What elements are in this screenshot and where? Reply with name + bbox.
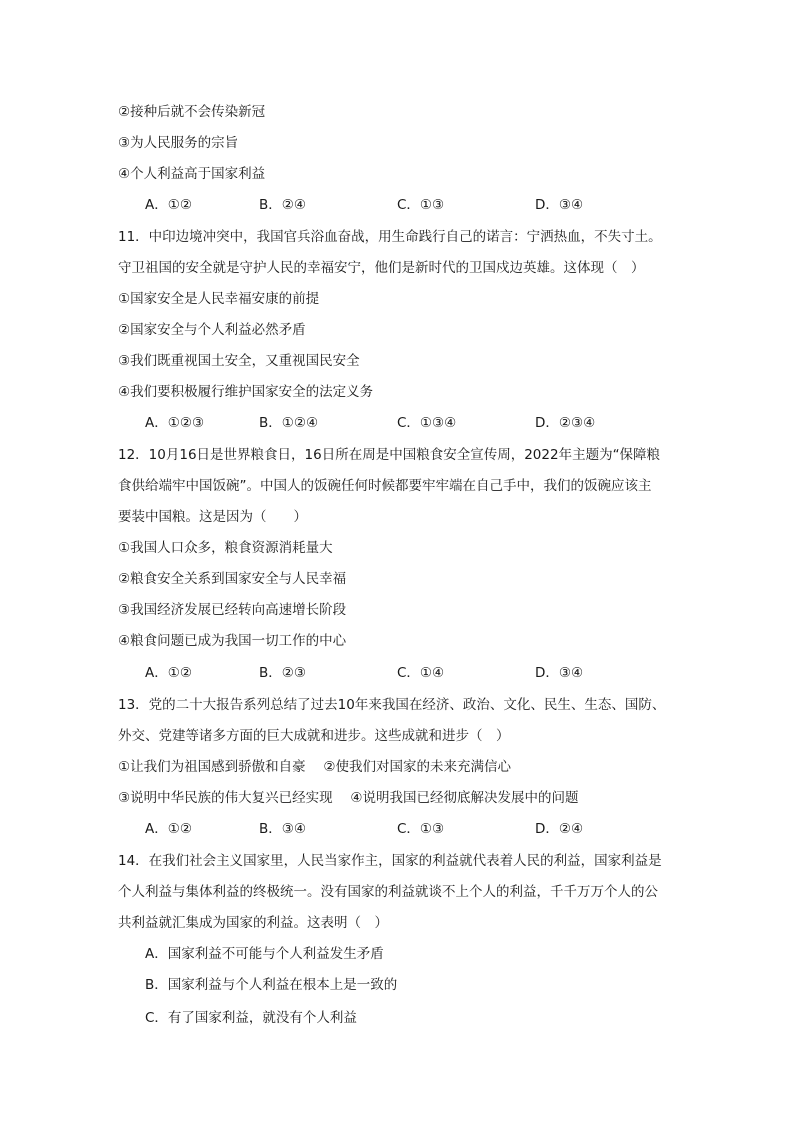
q13-statements-3-4: ③说明中华民族的伟大复兴已经实现 ④说明我国已经彻底解决发展中的问题 — [118, 790, 579, 806]
q12-option-a[interactable]: A．①② — [145, 665, 192, 681]
q13-option-c[interactable]: C．①③ — [397, 821, 445, 837]
q11-stem-line-2: 守卫祖国的安全就是守护人民的幸福安宁，他们是新时代的卫国戍边英雄。这体现（ ） — [118, 260, 645, 276]
q11-option-b[interactable]: B．①②④ — [259, 415, 319, 431]
q13-option-d[interactable]: D．②④ — [535, 821, 584, 837]
q11-statement-4: ④我们要积极履行维护国家安全的法定义务 — [118, 384, 374, 400]
q11-option-a[interactable]: A．①②③ — [145, 415, 205, 431]
q12-statement-4: ④粮食问题已成为我国一切工作的中心 — [118, 633, 347, 649]
q13-stem-line-2: 外交、党建等诸多方面的巨大成就和进步。这些成就和进步（ ） — [118, 728, 510, 744]
q12-stem-line-2: 食供给端牢中国饭碗”。中国人的饭碗任何时候都要牢牢端在自己手中，我们的饭碗应该主 — [118, 478, 652, 494]
q13-statements-1-2: ①让我们为祖国感到骄傲和自豪 ②使我们对国家的未来充满信心 — [118, 759, 511, 775]
q14-stem-line-1: 14．在我们社会主义国家里，人民当家作主，国家的利益就代表着人民的利益，国家利益是 — [118, 853, 662, 869]
q12-option-b[interactable]: B．②③ — [259, 665, 306, 681]
q12-option-c[interactable]: C．①④ — [397, 665, 445, 681]
q10-statement-4: ④个人利益高于国家利益 — [118, 166, 266, 182]
q12-option-d[interactable]: D．③④ — [535, 665, 584, 681]
q10-statement-3: ③为人民服务的宗旨 — [118, 135, 239, 151]
q10-option-a[interactable]: A．①② — [145, 197, 192, 213]
q12-statement-2: ②粮食安全关系到国家安全与人民幸福 — [118, 571, 347, 587]
q14-option-c[interactable]: C．有了国家利益，就没有个人利益 — [145, 1010, 357, 1026]
q10-option-d[interactable]: D．③④ — [535, 197, 584, 213]
q12-statement-3: ③我国经济发展已经转向高速增长阶段 — [118, 602, 347, 618]
q14-stem-line-2: 个人利益与集体利益的终极统一。没有国家的利益就谈不上个人的利益，千千万万个人的公 — [118, 884, 658, 900]
q11-statement-1: ①国家安全是人民幸福安康的前提 — [118, 291, 320, 307]
q14-stem-line-3: 共利益就汇集成为国家的利益。这表明（ ） — [118, 915, 388, 931]
q14-option-a[interactable]: A．国家利益不可能与个人利益发生矛盾 — [145, 946, 384, 962]
q11-option-c[interactable]: C．①③④ — [397, 415, 457, 431]
q11-option-d[interactable]: D．②③④ — [535, 415, 596, 431]
q13-option-b[interactable]: B．③④ — [259, 821, 306, 837]
q12-statement-1: ①我国人口众多，粮食资源消耗量大 — [118, 540, 333, 556]
q13-stem-line-1: 13．党的二十大报告系列总结了过去10年来我国在经济、政治、文化、民生、生态、国防、 — [118, 697, 666, 713]
q10-option-b[interactable]: B．②④ — [259, 197, 306, 213]
q14-option-b[interactable]: B．国家利益与个人利益在根本上是一致的 — [145, 977, 398, 993]
q12-stem-line-3: 要装中国粮。这是因为（ ） — [118, 509, 307, 525]
q11-stem-line-1: 11．中印边境冲突中，我国官兵浴血奋战，用生命践行自己的诺言：宁洒热血，不失寸土。 — [118, 229, 662, 245]
q12-stem-line-1: 12．10月16日是世界粮食日，16日所在周是中国粮食安全宣传周，2022年主题为“保障粮 — [118, 447, 661, 463]
q11-statement-3: ③我们既重视国土安全，又重视国民安全 — [118, 353, 360, 369]
q10-option-c[interactable]: C．①③ — [397, 197, 445, 213]
q10-statement-2: ②接种后就不会传染新冠 — [118, 104, 266, 120]
q11-statement-2: ②国家安全与个人利益必然矛盾 — [118, 322, 306, 338]
q13-option-a[interactable]: A．①② — [145, 821, 192, 837]
